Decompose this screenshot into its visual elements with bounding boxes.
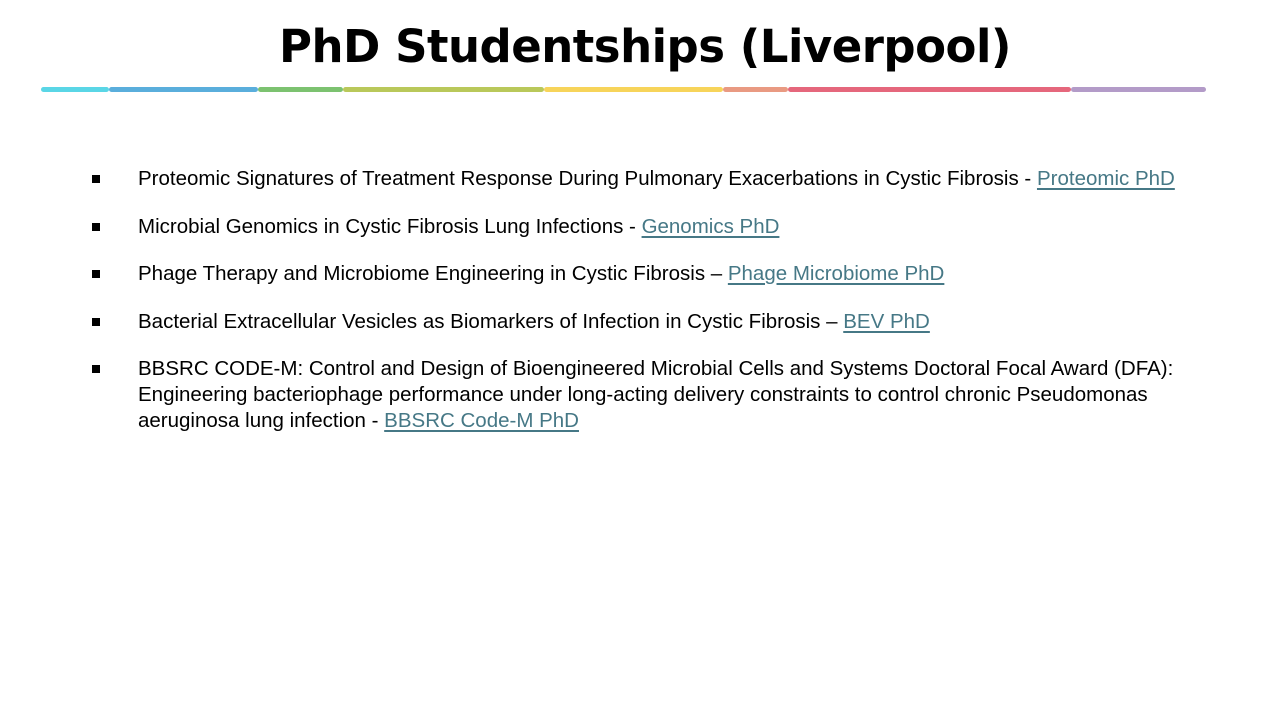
studentship-title: Microbial Genomics in Cystic Fibrosis Lung Infections - xyxy=(138,214,642,238)
list-item xyxy=(90,309,1240,335)
studentship-title: Bacterial Extracellular Vesicles as Biomarkers of Infection in Cystic Fibrosis – xyxy=(138,309,844,333)
list-item xyxy=(90,166,1240,192)
square-bullet-icon xyxy=(92,223,100,231)
divider-segment-green xyxy=(258,87,343,92)
divider-segment-lime xyxy=(343,87,544,92)
genomics-phd-link[interactable]: Genomics PhD xyxy=(641,214,780,238)
divider-segment-lavender xyxy=(1071,87,1206,92)
rainbow-divider xyxy=(41,87,1206,92)
studentship-title: BBSRC CODE-M: Control and Design of Bioengineered Microbial Cells and Systems Doctoral Focal Award (DFA): Engineering bacteriophage performance under long-acting delivery constraints to control chronic Pseudomonas aeruginosa lung infection - xyxy=(138,357,1174,432)
divider-segment-pink xyxy=(788,87,1071,92)
bev-phd-link[interactable]: BEV PhD xyxy=(843,309,930,333)
studentship-title: Proteomic Signatures of Treatment Response During Pulmonary Exacerbations in Cystic Fibrosis - xyxy=(138,167,1037,190)
divider-segment-cyan xyxy=(41,87,109,92)
phage-microbiome-phd-link[interactable]: Phage Microbiome PhD xyxy=(727,262,945,285)
studentship-title: Phage Therapy and Microbiome Engineering in Cystic Fibrosis – xyxy=(138,262,728,285)
bbsrc-code-m-phd-link[interactable]: BBSRC Code-M PhD xyxy=(384,409,579,432)
list-item xyxy=(90,356,1240,434)
list-item xyxy=(90,261,1240,287)
divider-segment-salmon xyxy=(723,87,788,92)
square-bullet-icon xyxy=(92,270,100,278)
square-bullet-icon xyxy=(92,318,100,326)
square-bullet-icon xyxy=(92,365,100,373)
slide-title: PhD Studentships (Liverpool) xyxy=(279,20,1011,73)
studentship-list xyxy=(90,166,1240,456)
list-item xyxy=(90,214,1240,240)
divider-segment-blue xyxy=(109,87,258,92)
divider-segment-yellow xyxy=(544,87,723,92)
proteomic-phd-link[interactable]: Proteomic PhD xyxy=(1036,167,1175,190)
square-bullet-icon xyxy=(92,175,100,183)
rainbow-divider-graphic xyxy=(41,87,1206,92)
